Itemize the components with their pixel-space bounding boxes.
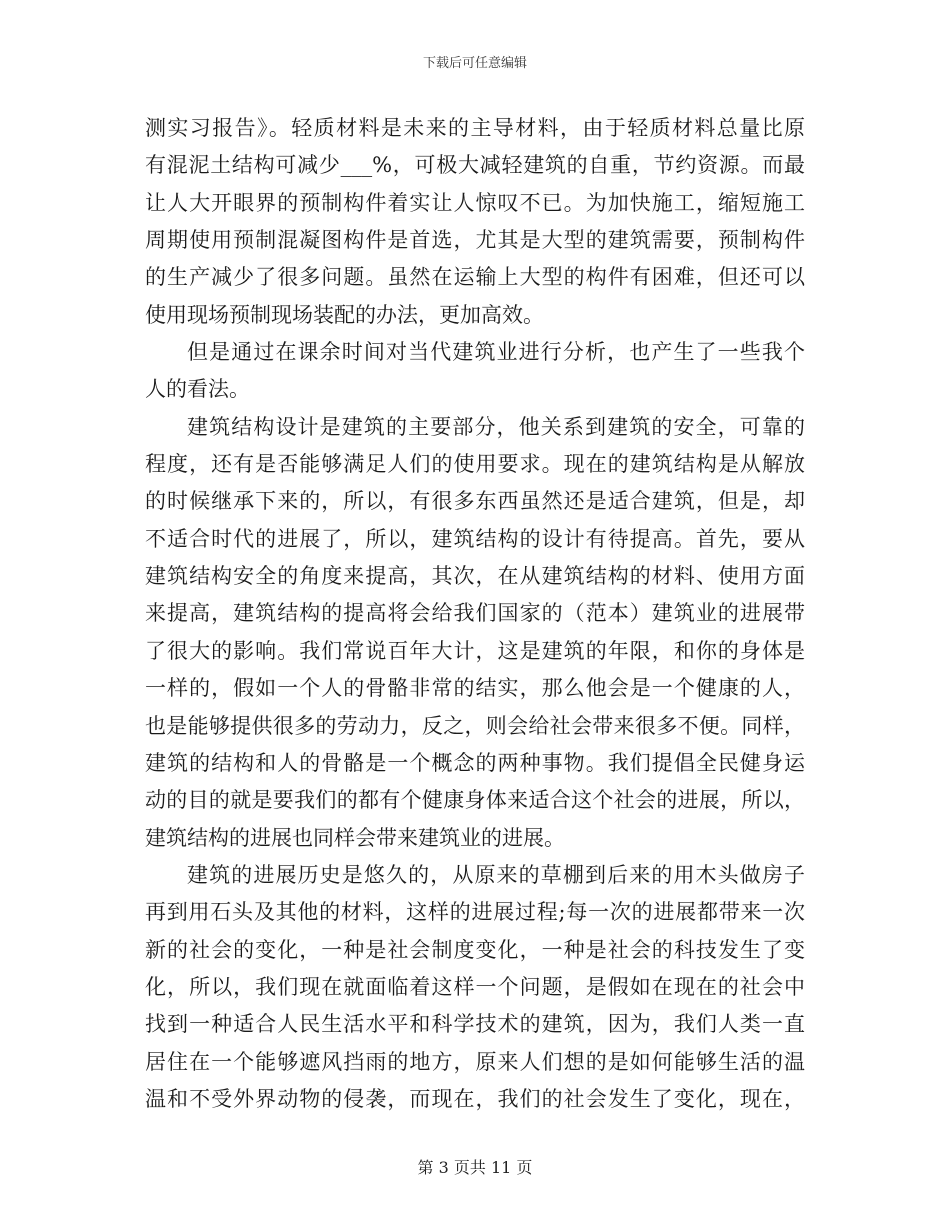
page-header: 下载后可任意编辑: [422, 56, 527, 71]
text-line: 建筑结构安全的角度来提高，其次，在从建筑结构的材料、使用方面: [145, 564, 805, 589]
text-line: 周期使用预制混凝图构件是首选，尤其是大型的建筑需要，预制构件: [145, 228, 805, 253]
text-line: 温和不受外界动物的侵袭，而现在，我们的社会发生了变化，现在，: [145, 1086, 805, 1111]
text-line: 新的社会的变化，一种是社会制度变化，一种是社会的科技发生了变: [145, 937, 805, 962]
text-line: 使用现场预制现场装配的办法，更加高效。: [145, 302, 544, 327]
text-line: 建筑的结构和人的骨骼是一个概念的两种事物。我们提倡全民健身运: [145, 750, 805, 775]
text-line: 居住在一个能够遮风挡雨的地方，原来人们想的是如何能够生活的温: [145, 1049, 805, 1074]
text-line: 了很大的影响。我们常说百年大计，这是建筑的年限，和你的身体是: [145, 638, 805, 663]
text-line: 但是通过在课余时间对当代建筑业进行分析，也产生了一些我个: [187, 340, 805, 365]
text-line: 建筑的进展历史是悠久的，从原来的草棚到后来的用木头做房子: [187, 862, 805, 887]
text-line: 找到一种适合人民生活水平和科学技术的建筑，因为，我们人类一直: [145, 1012, 805, 1037]
text-line: 的时候继承下来的，所以，有很多东西虽然还是适合建筑，但是，却: [145, 489, 805, 514]
text-line: 化，所以，我们现在就面临着这样一个问题，是假如在现在的社会中: [145, 974, 805, 999]
document-body: [145, 110, 805, 1118]
text-line: 动的目的就是要我们的都有个健康身体来适合这个社会的进展，所以，: [145, 788, 805, 813]
text-line: 程度，还有是否能够满足人们的使用要求。现在的建筑结构是从解放: [145, 452, 805, 477]
text-line: 的生产减少了很多问题。虽然在运输上大型的构件有困难，但还可以: [145, 265, 805, 290]
text-line: 不适合时代的进展了，所以，建筑结构的设计有待提高。首先，要从: [145, 526, 805, 551]
text-line: 一样的，假如一个人的骨骼非常的结实，那么他会是一个健康的人，: [145, 676, 805, 701]
text-line: 测实习报告》。轻质材料是未来的主导材料，由于轻质材料总量比原: [145, 116, 805, 140]
text-line: 再到用石头及其他的材料，这样的进展过程;每一次的进展都带来一次: [145, 900, 805, 925]
text-line: 也是能够提供很多的劳动力，反之，则会给社会带来很多不便。同样，: [145, 713, 805, 738]
page-number: 第 3 页共 11 页: [417, 1158, 533, 1177]
text-line: 来提高，建筑结构的提高将会给我们国家的（范本）建筑业的进展带: [145, 601, 805, 626]
text-line: 建筑结构的进展也同样会带来建筑业的进展。: [145, 825, 565, 850]
text-line: 有混泥土结构可减少___%，可极大减轻建筑的自重，节约资源。而最: [145, 153, 805, 178]
text-line: 建筑结构设计是建筑的主要部分，他关系到建筑的安全，可靠的: [187, 414, 805, 439]
text-line: 让人大开眼界的预制构件着实让人惊叹不已。为加快施工，缩短施工: [145, 190, 805, 215]
text-line: 人的看法。: [145, 377, 250, 402]
